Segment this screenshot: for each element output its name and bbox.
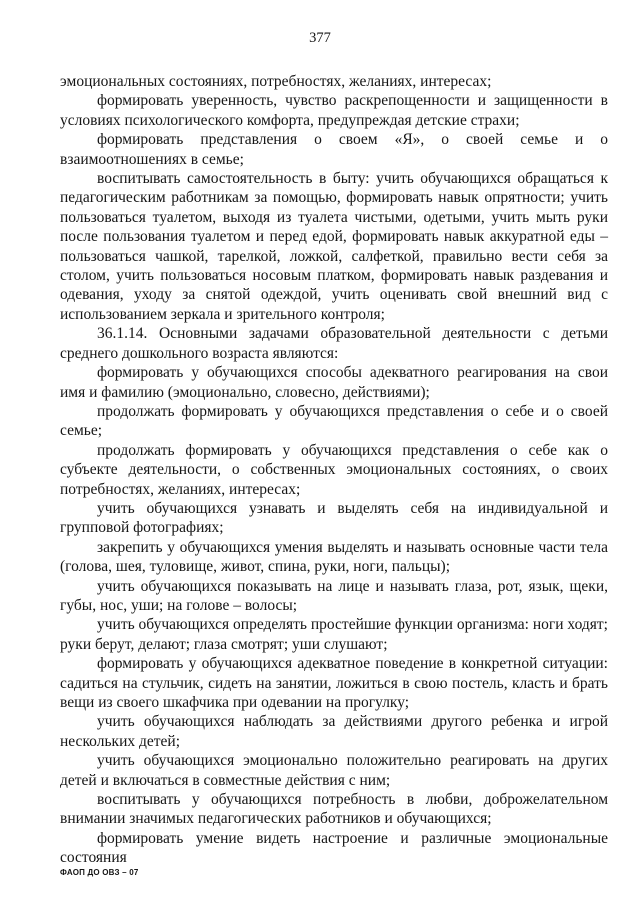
paragraph: воспитывать у обучающихся потребность в любви, доброжелательном внимании значимых педагогических работников и обучающихся;	[60, 791, 608, 828]
paragraph: формировать уверенность, чувство раскрепощенности и защищенности в условиях психологического комфорта, предупреждая детские страхи;	[60, 92, 608, 129]
paragraph: учить обучающихся наблюдать за действиями другого ребенка и игрой нескольких детей;	[60, 713, 608, 750]
paragraph: учить обучающихся эмоционально положительно реагировать на других детей и включаться в совместные действия с ним;	[60, 752, 608, 789]
paragraph: формировать у обучающихся адекватное поведение в конкретной ситуации: садиться на стульчик, сидеть на занятии, ложиться в свою постель, класть и брать вещи из своего шкафчика при одевании на прогулку;	[60, 655, 608, 711]
page-number: 377	[309, 30, 331, 46]
paragraph: учить обучающихся узнавать и выделять себя на индивидуальной и групповой фотографиях;	[60, 499, 608, 537]
paragraph: закрепить у обучающихся умения выделять и называть основные части тела (голова, шея, туловище, живот, спина, руки, ноги, пальцы);	[60, 538, 608, 576]
paragraph: эмоциональных состояниях, потребностях, желаниях, интересах;	[60, 73, 492, 90]
paragraph: формировать у обучающихся способы адекватного реагирования на свои имя и фамилию (эмоционально, словесно, действиями);	[60, 364, 608, 401]
paragraph: формировать умение видеть настроение и различные эмоциональные состояния	[60, 829, 608, 867]
paragraph: учить обучающихся определять простейшие функции организма: ноги ходят; руки берут, делают; глаза смотрят; уши слушают;	[60, 616, 608, 653]
paragraph: продолжать формировать у обучающихся представления о себе как о субъекте деятельности, о собственных эмоциональных состояниях, о своих потребностях, желаниях, интересах;	[60, 441, 608, 498]
footer-document-code: ФАОП ДО ОВЗ – 07	[60, 868, 139, 877]
body-text	[60, 72, 608, 868]
paragraph: воспитывать самостоятельность в быту: учить обучающихся обращаться к педагогическим работникам за помощью, формировать навык опрятности; учить пользоваться туалетом, выходя из туалета чистыми, одетыми, учить мыть руки после пользования туалетом и перед едой, формировать навык аккуратной еды – пользоваться чашкой, тарелкой, ложкой, салфеткой, правильно вести себя за столом, учить пользоваться носовым платком, формировать навык раздевания и одевания, уходу за снятой одеждой, учить оценивать свой внешний вид с использованием зеркала и зрительного контроля;	[60, 170, 608, 323]
paragraph: продолжать формировать у обучающихся представления о себе и о своей семье;	[60, 402, 608, 440]
paragraph: формировать представления о своем «Я», о своей семье и о взаимоотношениях в семье;	[60, 131, 608, 168]
section-heading-paragraph: 36.1.14. Основными задачами образовательной деятельности с детьми среднего дошкольного возраста являются:	[60, 325, 608, 362]
paragraph: учить обучающихся показывать на лице и называть глаза, рот, язык, щеки, губы, нос, уши; на голове – волосы;	[60, 577, 608, 614]
